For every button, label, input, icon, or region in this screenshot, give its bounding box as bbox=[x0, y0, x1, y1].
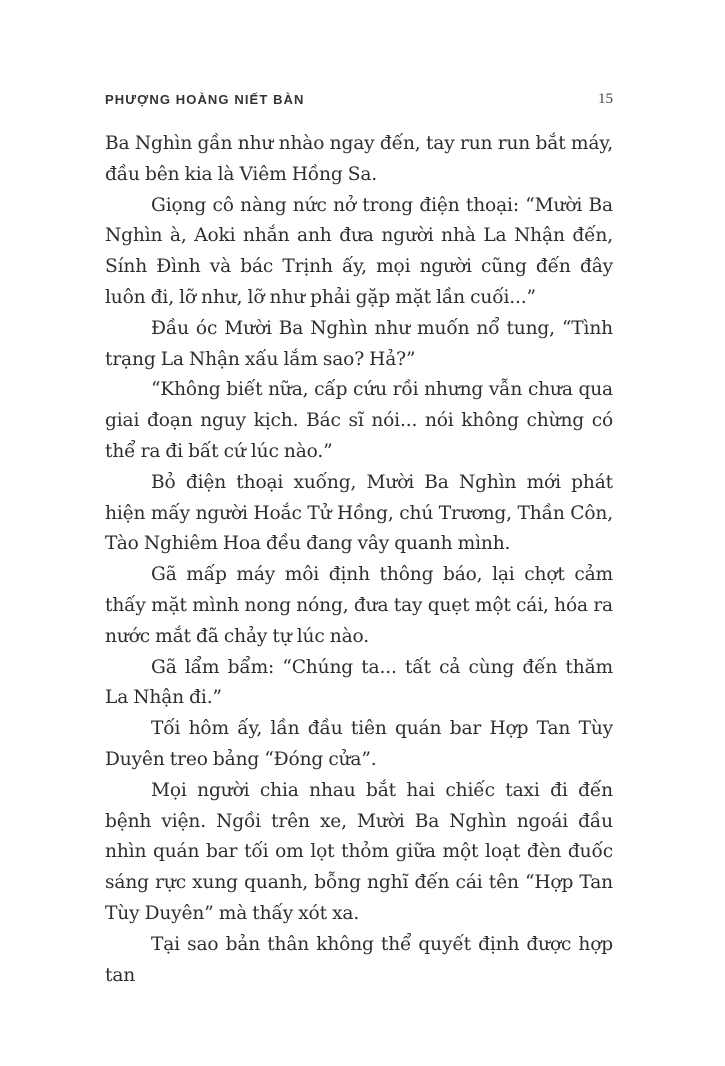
paragraph: Gã mấp máy môi định thông báo, lại chợt cảm thấy mặt mình nong nóng, đưa tay quẹt một cái, hóa ra nước mắt đã chảy tự lúc nào. bbox=[105, 564, 613, 647]
paragraph: Mọi người chia nhau bắt hai chiếc taxi đi đến bệnh viện. Ngồi trên xe, Mười Ba Nghìn ngoái đầu nhìn quán bar tối om lọt thỏm giữa một loạt đèn đuốc sáng rực xung quanh, bỗng nghĩ đến cái tên “Hợp Tan Tùy Duyên” mà thấy xót xa. bbox=[105, 779, 613, 924]
paragraph: Ba Nghìn gần như nhào ngay đến, tay run run bắt máy, đầu bên kia là Viêm Hồng Sa. bbox=[105, 133, 613, 185]
paragraph: Gã lẩm bẩm: “Chúng ta... tất cả cùng đến thăm La Nhận đi.” bbox=[105, 656, 613, 709]
body-text bbox=[105, 129, 613, 991]
book-title: PHƯỢNG HOÀNG NIẾT BÀN bbox=[105, 92, 305, 107]
paragraph: Giọng cô nàng nức nở trong điện thoại: “Mười Ba Nghìn à, Aoki nhắn anh đưa người nhà La Nhận đến, Sính Đình và bác Trịnh ấy, mọi người cũng đến đây luôn đi, lỡ như, lỡ như phải gặp mặt lần cuối...” bbox=[105, 194, 613, 308]
page-number: 15 bbox=[598, 91, 613, 107]
running-header bbox=[105, 92, 613, 112]
paragraph: Tại sao bản thân không thể quyết định được hợp tan bbox=[105, 933, 613, 986]
paragraph: “Không biết nữa, cấp cứu rồi nhưng vẫn chưa qua giai đoạn nguy kịch. Bác sĩ nói... nói không chừng có thể ra đi bất cứ lúc nào.” bbox=[105, 379, 613, 462]
paragraph: Đầu óc Mười Ba Nghìn như muốn nổ tung, “Tình trạng La Nhận xấu lắm sao? Hả?” bbox=[105, 317, 613, 370]
paragraph: Bỏ điện thoại xuống, Mười Ba Nghìn mới phát hiện mấy người Hoắc Tử Hồng, chú Trương, Thần Côn, Tào Nghiêm Hoa đều đang vây quanh mình. bbox=[105, 471, 613, 555]
paragraph: Tối hôm ấy, lần đầu tiên quán bar Hợp Tan Tùy Duyên treo bảng “Đóng cửa”. bbox=[105, 718, 613, 770]
